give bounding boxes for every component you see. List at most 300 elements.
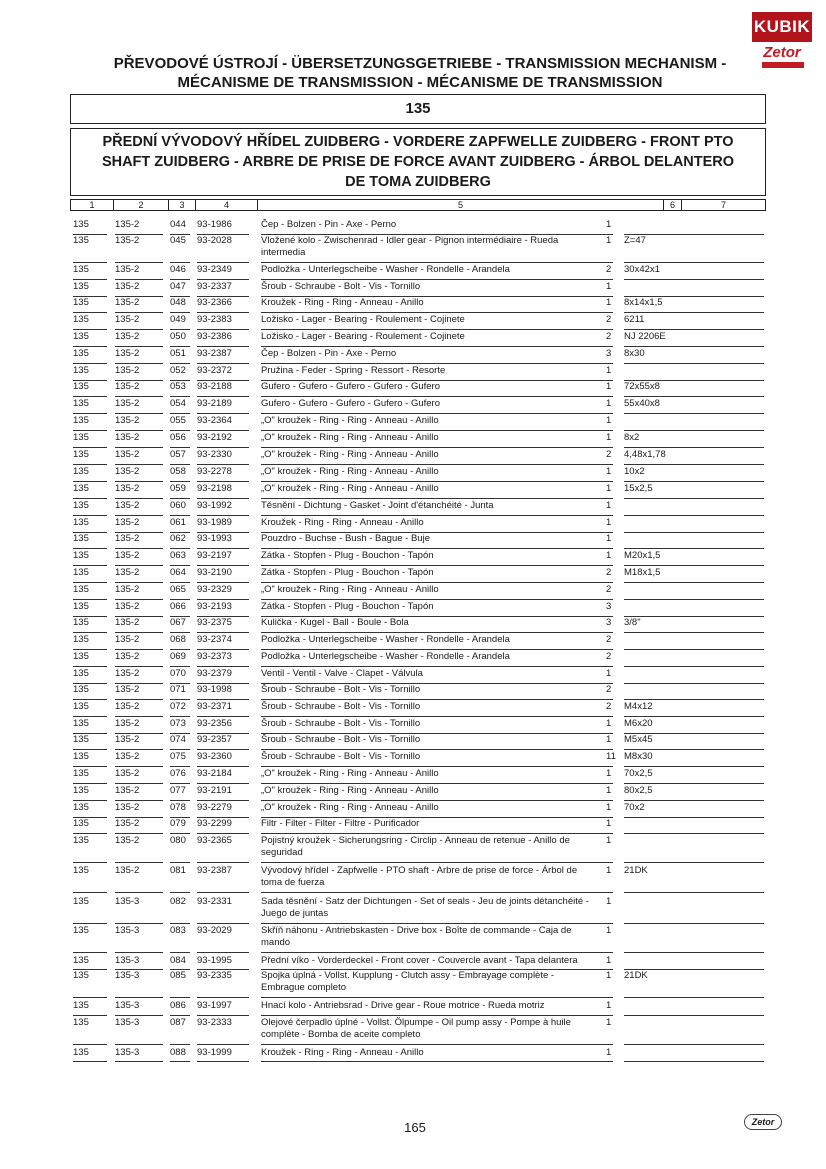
description-cell: Těsnění - Dichtung - Gasket - Joint d'étanchéité - Junta (261, 500, 494, 511)
row-underline (197, 346, 249, 347)
position-cell: 063 (170, 550, 186, 561)
row-underline (170, 783, 190, 784)
part-number-cell: 93-2029 (197, 925, 232, 936)
group-cell: 135 (73, 802, 89, 813)
row-underline (115, 1061, 163, 1062)
row-underline (73, 329, 107, 330)
row-underline (170, 632, 190, 633)
group-cell: 135 (73, 925, 89, 936)
quantity-cell: 1 (606, 398, 612, 409)
row-underline (197, 582, 249, 583)
row-underline (261, 464, 613, 465)
row-underline (115, 666, 163, 667)
quantity-cell: 1 (606, 865, 612, 876)
part-number-cell: 93-2333 (197, 1017, 232, 1028)
subgroup-cell: 135-3 (115, 925, 140, 936)
row-underline (261, 952, 613, 953)
row-underline (261, 800, 613, 801)
column-header-5: 5 (258, 199, 664, 211)
group-number: 135 (70, 94, 766, 124)
subgroup-cell: 135-2 (115, 818, 140, 829)
row-underline (624, 464, 764, 465)
row-underline (73, 481, 107, 482)
row-underline (73, 363, 107, 364)
row-underline (197, 766, 249, 767)
description-cell: Skříň náhonu - Antriebskasten - Drive box - Boîte de commande - Caja de mando (261, 925, 572, 948)
column-header-2: 2 (114, 199, 169, 211)
quantity-cell: 1 (606, 235, 612, 246)
note-cell: 21DK (624, 865, 648, 876)
subgroup-cell: 135-2 (115, 601, 140, 612)
description-cell: Spojka úplná - Vollst. Kupplung - Clutch assy - Embrayage complète - Embrague completo (261, 970, 555, 993)
row-underline (115, 800, 163, 801)
row-underline (170, 312, 190, 313)
row-underline (170, 582, 190, 583)
row-underline (261, 892, 613, 893)
row-underline (115, 1015, 163, 1016)
row-underline (261, 766, 613, 767)
group-cell: 135 (73, 1047, 89, 1058)
row-underline (624, 666, 764, 667)
row-underline (115, 632, 163, 633)
row-underline (170, 464, 190, 465)
group-cell: 135 (73, 219, 89, 230)
quantity-cell: 1 (606, 818, 612, 829)
row-underline (170, 800, 190, 801)
row-underline (261, 515, 613, 516)
position-cell: 055 (170, 415, 186, 426)
row-underline (73, 279, 107, 280)
row-underline (197, 649, 249, 650)
row-underline (197, 666, 249, 667)
description-cell: „O" kroužek - Ring - Ring - Anneau - Anillo (261, 768, 439, 779)
row-underline (624, 532, 764, 533)
quantity-cell: 1 (606, 970, 612, 981)
row-underline (170, 952, 190, 953)
row-underline (261, 430, 613, 431)
note-cell: M20x1,5 (624, 550, 661, 561)
part-number-cell: 93-2184 (197, 768, 232, 779)
part-number-cell: 93-2364 (197, 415, 232, 426)
row-underline (170, 565, 190, 566)
row-underline (197, 1044, 249, 1045)
group-cell: 135 (73, 297, 89, 308)
row-underline (197, 413, 249, 414)
row-underline (115, 464, 163, 465)
row-underline (115, 649, 163, 650)
row-underline (73, 632, 107, 633)
part-number-cell: 93-2356 (197, 718, 232, 729)
part-number-cell: 93-1997 (197, 1000, 232, 1011)
subgroup-cell: 135-2 (115, 668, 140, 679)
part-number-cell: 93-2386 (197, 331, 232, 342)
row-underline (115, 481, 163, 482)
row-underline (115, 262, 163, 263)
group-cell: 135 (73, 955, 89, 966)
quantity-cell: 1 (606, 1000, 612, 1011)
row-underline (197, 716, 249, 717)
row-underline (170, 396, 190, 397)
group-cell: 135 (73, 567, 89, 578)
group-cell: 135 (73, 865, 89, 876)
quantity-cell: 2 (606, 634, 612, 645)
row-underline (170, 548, 190, 549)
note-cell: 10x2 (624, 466, 645, 477)
group-cell: 135 (73, 651, 89, 662)
row-underline (170, 329, 190, 330)
row-underline (73, 833, 107, 834)
description-cell: „O" kroužek - Ring - Ring - Anneau - Anillo (261, 432, 439, 443)
row-underline (115, 447, 163, 448)
part-number-cell: 93-2335 (197, 970, 232, 981)
position-cell: 077 (170, 785, 186, 796)
quantity-cell: 1 (606, 550, 612, 561)
subgroup-cell: 135-2 (115, 500, 140, 511)
column-header-1: 1 (70, 199, 114, 211)
row-underline (197, 997, 249, 998)
row-underline (115, 346, 163, 347)
row-underline (624, 683, 764, 684)
note-cell: 6211 (624, 314, 645, 325)
row-underline (261, 923, 613, 924)
note-cell: 30x42x1 (624, 264, 660, 275)
row-underline (170, 923, 190, 924)
row-underline (170, 481, 190, 482)
subgroup-cell: 135-2 (115, 785, 140, 796)
group-cell: 135 (73, 517, 89, 528)
row-underline (115, 515, 163, 516)
group-cell: 135 (73, 365, 89, 376)
row-underline (624, 699, 764, 700)
subgroup-cell: 135-2 (115, 415, 140, 426)
note-cell: M4x12 (624, 701, 653, 712)
description-cell: Podložka - Unterlegscheibe - Washer - Rondelle - Arandela (261, 651, 510, 662)
position-cell: 045 (170, 235, 186, 246)
part-number-cell: 93-2329 (197, 584, 232, 595)
position-cell: 070 (170, 668, 186, 679)
position-cell: 069 (170, 651, 186, 662)
part-number-cell: 93-1986 (197, 219, 232, 230)
group-cell: 135 (73, 281, 89, 292)
quantity-cell: 1 (606, 1047, 612, 1058)
row-underline (197, 565, 249, 566)
group-cell: 135 (73, 331, 89, 342)
row-underline (73, 1015, 107, 1016)
row-underline (170, 279, 190, 280)
quantity-cell: 1 (606, 381, 612, 392)
description-cell: Filtr - Filter - Filter - Filtre - Purificador (261, 818, 420, 829)
row-underline (197, 783, 249, 784)
row-underline (624, 1061, 764, 1062)
note-cell: 3/8" (624, 617, 641, 628)
position-cell: 064 (170, 567, 186, 578)
position-cell: 057 (170, 449, 186, 460)
column-header-7: 7 (682, 199, 766, 211)
group-cell: 135 (73, 584, 89, 595)
group-cell: 135 (73, 1000, 89, 1011)
row-underline (624, 649, 764, 650)
subgroup-cell: 135-2 (115, 768, 140, 779)
row-underline (115, 599, 163, 600)
group-cell: 135 (73, 264, 89, 275)
row-underline (115, 1044, 163, 1045)
note-cell: 4,48x1,78 (624, 449, 666, 460)
quantity-cell: 1 (606, 365, 612, 376)
description-cell: Podložka - Unterlegscheibe - Washer - Rondelle - Arandela (261, 264, 510, 275)
group-cell: 135 (73, 734, 89, 745)
row-underline (197, 800, 249, 801)
part-number-cell: 93-2337 (197, 281, 232, 292)
row-underline (624, 892, 764, 893)
subgroup-cell: 135-2 (115, 348, 140, 359)
row-underline (197, 447, 249, 448)
row-underline (261, 649, 613, 650)
description-cell: „O" kroužek - Ring - Ring - Anneau - Anillo (261, 415, 439, 426)
subgroup-cell: 135-3 (115, 955, 140, 966)
row-underline (73, 413, 107, 414)
part-number-cell: 93-1989 (197, 517, 232, 528)
position-cell: 084 (170, 955, 186, 966)
row-underline (170, 749, 190, 750)
part-number-cell: 93-2374 (197, 634, 232, 645)
group-cell: 135 (73, 684, 89, 695)
group-cell: 135 (73, 768, 89, 779)
row-underline (170, 699, 190, 700)
position-cell: 079 (170, 818, 186, 829)
note-cell: 80x2,5 (624, 785, 653, 796)
group-cell: 135 (73, 701, 89, 712)
quantity-cell: 1 (606, 415, 612, 426)
zetor-footer-logo: Zetor (744, 1114, 782, 1130)
quantity-cell: 2 (606, 331, 612, 342)
part-number-cell: 93-2387 (197, 865, 232, 876)
part-number-cell: 93-2383 (197, 314, 232, 325)
row-underline (261, 548, 613, 549)
position-cell: 067 (170, 617, 186, 628)
row-underline (73, 464, 107, 465)
row-underline (115, 833, 163, 834)
group-cell: 135 (73, 785, 89, 796)
subgroup-cell: 135-2 (115, 701, 140, 712)
row-underline (197, 481, 249, 482)
description-cell: Podložka - Unterlegscheibe - Washer - Rondelle - Arandela (261, 634, 510, 645)
quantity-cell: 2 (606, 701, 612, 712)
row-underline (115, 413, 163, 414)
position-cell: 059 (170, 483, 186, 494)
note-cell: 72x55x8 (624, 381, 660, 392)
subgroup-cell: 135-2 (115, 835, 140, 846)
row-underline (624, 862, 764, 863)
row-underline (261, 749, 613, 750)
row-underline (261, 413, 613, 414)
zetor-logo-text: Zetor (763, 44, 801, 61)
row-underline (197, 515, 249, 516)
row-underline (624, 312, 764, 313)
row-underline (170, 766, 190, 767)
row-underline (197, 430, 249, 431)
position-cell: 085 (170, 970, 186, 981)
row-underline (115, 699, 163, 700)
row-underline (73, 582, 107, 583)
quantity-cell: 1 (606, 896, 612, 907)
row-underline (261, 716, 613, 717)
group-cell: 135 (73, 550, 89, 561)
row-underline (197, 1015, 249, 1016)
group-cell: 135 (73, 348, 89, 359)
subgroup-cell: 135-2 (115, 734, 140, 745)
row-underline (115, 749, 163, 750)
quantity-cell: 11 (606, 751, 616, 762)
part-number-cell: 93-1995 (197, 955, 232, 966)
note-cell: M8x30 (624, 751, 653, 762)
row-underline (624, 766, 764, 767)
description-cell: Gufero - Gufero - Gufero - Gufero - Gufero (261, 398, 440, 409)
part-number-cell: 93-2197 (197, 550, 232, 561)
row-underline (197, 548, 249, 549)
quantity-cell: 1 (606, 785, 612, 796)
group-cell: 135 (73, 483, 89, 494)
position-cell: 058 (170, 466, 186, 477)
description-cell: Zátka - Stopfen - Plug - Bouchon - Tapón (261, 601, 434, 612)
group-cell: 135 (73, 718, 89, 729)
row-underline (624, 632, 764, 633)
subgroup-cell: 135-3 (115, 1017, 140, 1028)
subgroup-cell: 135-2 (115, 281, 140, 292)
row-underline (73, 346, 107, 347)
row-underline (170, 430, 190, 431)
note-cell: 55x40x8 (624, 398, 660, 409)
description-cell: „O" kroužek - Ring - Ring - Anneau - Anillo (261, 466, 439, 477)
row-underline (624, 783, 764, 784)
quantity-cell: 2 (606, 264, 612, 275)
row-underline (197, 363, 249, 364)
row-underline (261, 599, 613, 600)
row-underline (73, 515, 107, 516)
description-cell: Ložisko - Lager - Bearing - Roulement - Cojinete (261, 314, 465, 325)
note-cell: M18x1,5 (624, 567, 661, 578)
subgroup-cell: 135-2 (115, 550, 140, 561)
part-number-cell: 93-2372 (197, 365, 232, 376)
position-cell: 086 (170, 1000, 186, 1011)
quantity-cell: 1 (606, 768, 612, 779)
group-cell: 135 (73, 970, 89, 981)
row-underline (624, 413, 764, 414)
position-cell: 060 (170, 500, 186, 511)
quantity-cell: 1 (606, 281, 612, 292)
part-number-cell: 93-2198 (197, 483, 232, 494)
row-underline (624, 616, 764, 617)
position-cell: 052 (170, 365, 186, 376)
description-cell: Kroužek - Ring - Ring - Anneau - Anillo (261, 517, 424, 528)
quantity-cell: 2 (606, 449, 612, 460)
quantity-cell: 1 (606, 297, 612, 308)
row-underline (73, 783, 107, 784)
part-number-cell: 93-2330 (197, 449, 232, 460)
row-underline (624, 363, 764, 364)
subgroup-cell: 135-2 (115, 865, 140, 876)
row-underline (197, 923, 249, 924)
row-underline (115, 498, 163, 499)
position-cell: 074 (170, 734, 186, 745)
row-underline (624, 481, 764, 482)
row-underline (624, 329, 764, 330)
note-cell: M6x20 (624, 718, 653, 729)
quantity-cell: 1 (606, 925, 612, 936)
row-underline (73, 430, 107, 431)
row-underline (261, 862, 613, 863)
subgroup-cell: 135-2 (115, 449, 140, 460)
subgroup-cell: 135-2 (115, 617, 140, 628)
description-cell: „O" kroužek - Ring - Ring - Anneau - Anillo (261, 785, 439, 796)
row-underline (115, 783, 163, 784)
subgroup-cell: 135-2 (115, 802, 140, 813)
row-underline (261, 1061, 613, 1062)
position-cell: 071 (170, 684, 186, 695)
group-cell: 135 (73, 314, 89, 325)
subgroup-cell: 135-2 (115, 651, 140, 662)
position-cell: 065 (170, 584, 186, 595)
quantity-cell: 1 (606, 500, 612, 511)
part-number-cell: 93-2299 (197, 818, 232, 829)
row-underline (261, 481, 613, 482)
row-underline (197, 632, 249, 633)
row-underline (624, 430, 764, 431)
quantity-cell: 3 (606, 617, 612, 628)
row-underline (624, 817, 764, 818)
description-cell: „O" kroužek - Ring - Ring - Anneau - Anillo (261, 584, 439, 595)
row-underline (624, 498, 764, 499)
description-cell: Šroub - Schraube - Bolt - Vis - Tornillo (261, 718, 421, 729)
row-underline (73, 396, 107, 397)
group-cell: 135 (73, 1017, 89, 1028)
row-underline (73, 1061, 107, 1062)
quantity-cell: 1 (606, 533, 612, 544)
row-underline (73, 498, 107, 499)
quantity-cell: 2 (606, 651, 612, 662)
position-cell: 088 (170, 1047, 186, 1058)
row-underline (197, 749, 249, 750)
position-cell: 083 (170, 925, 186, 936)
part-number-cell: 93-2192 (197, 432, 232, 443)
row-underline (624, 952, 764, 953)
description-cell: Ventil - Ventil - Valve - Clapet - Válvula (261, 668, 423, 679)
position-cell: 049 (170, 314, 186, 325)
row-underline (73, 749, 107, 750)
row-underline (197, 952, 249, 953)
row-underline (115, 312, 163, 313)
subgroup-cell: 135-2 (115, 219, 140, 230)
subgroup-cell: 135-2 (115, 517, 140, 528)
part-number-cell: 93-2191 (197, 785, 232, 796)
group-cell: 135 (73, 668, 89, 679)
description-cell: Gufero - Gufero - Gufero - Gufero - Gufero (261, 381, 440, 392)
row-underline (170, 1044, 190, 1045)
subgroup-cell: 135-2 (115, 235, 140, 246)
group-cell: 135 (73, 601, 89, 612)
row-underline (624, 800, 764, 801)
part-number-cell: 93-1998 (197, 684, 232, 695)
position-cell: 087 (170, 1017, 186, 1028)
position-cell: 062 (170, 533, 186, 544)
row-underline (624, 447, 764, 448)
position-cell: 048 (170, 297, 186, 308)
row-underline (197, 833, 249, 834)
description-cell: Pouzdro - Buchse - Bush - Bague - Buje (261, 533, 430, 544)
row-underline (73, 862, 107, 863)
row-underline (170, 862, 190, 863)
position-cell: 053 (170, 381, 186, 392)
group-cell: 135 (73, 432, 89, 443)
